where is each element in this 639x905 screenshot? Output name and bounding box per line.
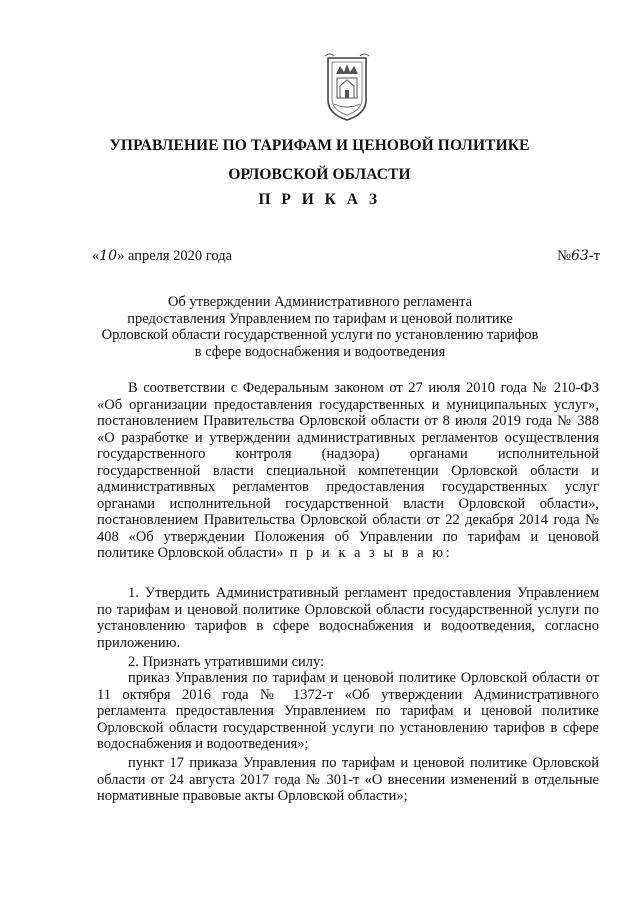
item-2-paragraph xyxy=(97,654,599,671)
order-date xyxy=(92,248,232,265)
number-suffix: -т xyxy=(588,248,600,264)
document-type-heading: П Р И К А З xyxy=(258,191,381,208)
item-2b-paragraph xyxy=(97,755,599,805)
preamble-text: В соответствии с Федеральным законом от 27 июля 2010 года № 210-ФЗ «Об организации предоставления государственных и муниципальных услуг», постановлением Правительства Орловской области от 8 июля 2019 года № 388 «О разработке и утверждении административных регламентов осуществления государственного контроля (надзора) органами исполнительной государственной власти специальной компетенции Орловской области и административных регламентов предоставления государственных услуг органами исполнительной государственной власти Орловской области», постановлением Правительства Орловской области от 22 декабря 2014 года № 408 «Об утверждении Положения об Управлении по тарифам и ценовой политике Орловской области» xyxy=(97,380,599,561)
date-close-quote: » xyxy=(117,248,125,264)
item-2b-text: пункт 17 приказа Управления по тарифам и ценовой политике Орловской области от 24 августа 2017 года № 301-т «О внесении изменений в отдельные нормативные правовые акты Орловской области»; xyxy=(97,755,599,804)
title-line: в сфере водоснабжения и водоотведения xyxy=(194,343,446,360)
item-2a-text: приказ Управления по тарифам и ценовой политике Орловской области от 11 октября 2016 года № 1372-т «Об утверждении Административного регламента предоставления Управлением по тарифам и ценовой политике Орловской области государственной услуги по установлению тарифов в сфере водоснабжения и водоотведения»; xyxy=(97,670,599,752)
title-line: предоставления Управлением по тарифам и ценовой политике xyxy=(127,310,513,327)
item-2a-paragraph xyxy=(97,670,599,753)
coat-of-arms-emblem xyxy=(322,52,372,122)
order-title xyxy=(100,294,540,360)
number-value-handwritten: 63 xyxy=(571,248,589,264)
item-2-text: 2. Признать утратившими силу: xyxy=(128,654,325,670)
number-prefix: № xyxy=(557,248,571,264)
date-day-handwritten: 10 xyxy=(99,248,118,264)
date-open-quote: « xyxy=(92,248,100,264)
preamble-paragraph xyxy=(97,380,599,562)
issuing-authority-line2: ОРЛОВСКОЙ ОБЛАСТИ xyxy=(228,166,411,183)
item-1-text: 1. Утвердить Административный регламент предоставления Управлением по тарифам и ценовой политике Орловской области государственной услуги по установлению тарифов в сфере водоснабжения и водоотведения, согласно приложению. xyxy=(97,585,599,651)
order-number xyxy=(557,248,600,265)
preamble-order-word: п р и к а з ы в а ю: xyxy=(283,545,453,561)
title-line: Об утверждении Административного регламента xyxy=(167,294,473,310)
date-month-year: апреля 2020 года xyxy=(124,248,233,264)
title-line: Орловской области государственной услуги по установлению тарифов xyxy=(101,327,539,344)
issuing-authority-line1: УПРАВЛЕНИЕ ПО ТАРИФАМ И ЦЕНОВОЙ ПОЛИТИКЕ xyxy=(109,137,530,154)
item-1-paragraph xyxy=(97,585,599,651)
